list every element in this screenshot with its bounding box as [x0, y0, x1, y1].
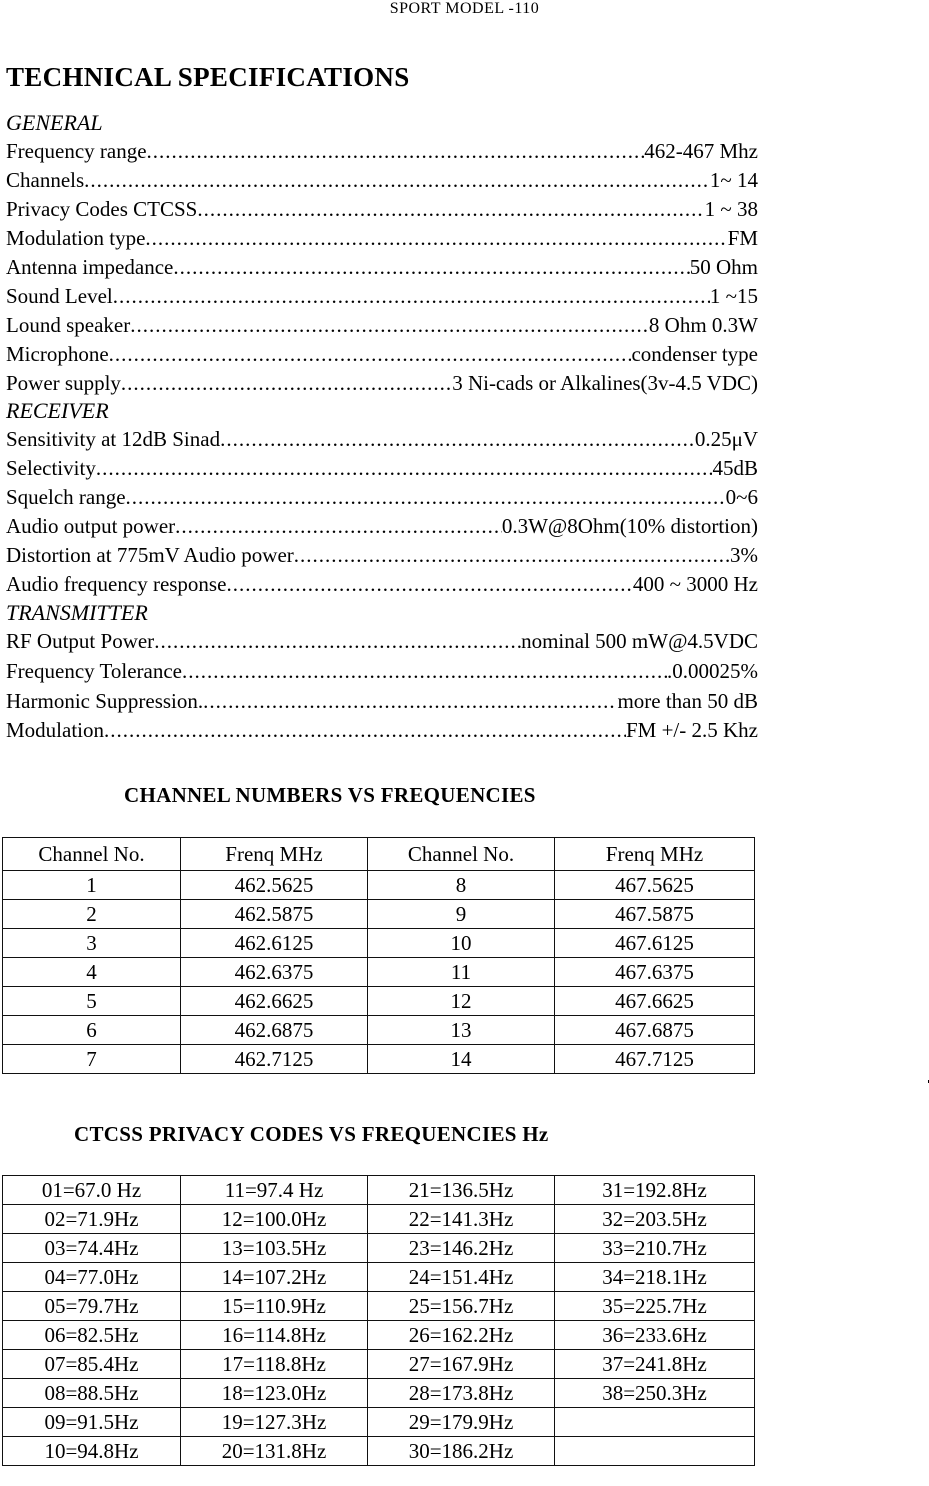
table-cell: 462.6125	[181, 929, 368, 958]
spec-label: Selectivity	[6, 456, 96, 480]
table-row	[3, 1263, 755, 1292]
table-row	[3, 1350, 755, 1379]
dot-leader	[84, 166, 710, 194]
spec-row	[6, 311, 758, 339]
table-cell: 09=91.5Hz	[3, 1408, 181, 1437]
dot-leader	[130, 311, 649, 339]
dot-leader	[113, 282, 710, 310]
spec-label: Sound Level	[6, 284, 113, 308]
table-cell	[555, 1408, 755, 1437]
table-cell: 21=136.5Hz	[368, 1176, 555, 1205]
section-heading-receiver: RECEIVER	[6, 398, 109, 423]
spec-label: Modulation type	[6, 226, 146, 250]
spec-label: Squelch range	[6, 485, 126, 509]
spec-row	[6, 195, 758, 223]
table-row	[3, 1176, 755, 1205]
spec-label: Antenna impedance	[6, 255, 174, 279]
table-cell: 14=107.2Hz	[181, 1263, 368, 1292]
dot-leader	[197, 195, 704, 223]
table-cell: 38=250.3Hz	[555, 1379, 755, 1408]
dot-leader	[182, 657, 667, 685]
spec-value: 50 Ohm	[689, 255, 758, 279]
table-cell: 462.5625	[181, 871, 368, 900]
spec-value: 45dB	[712, 456, 758, 480]
spec-row	[6, 627, 758, 655]
spec-row	[6, 137, 758, 165]
table-row	[3, 1321, 755, 1350]
table-row	[3, 1045, 755, 1074]
table-row	[3, 987, 755, 1016]
spec-row	[6, 454, 758, 482]
spec-value: 3 Ni-cads or Alkalines(3v-4.5 VDC)	[452, 371, 758, 395]
table-cell: 34=218.1Hz	[555, 1263, 755, 1292]
table-row	[3, 958, 755, 987]
spec-label: Channels	[6, 168, 85, 192]
table-cell: 2	[3, 900, 181, 929]
table-cell: 3	[3, 929, 181, 958]
table-cell: 462.6375	[181, 958, 368, 987]
table-cell: 06=82.5Hz	[3, 1321, 181, 1350]
table-cell: 467.6375	[555, 958, 755, 987]
spec-row	[6, 340, 758, 368]
table-cell: 467.7125	[555, 1045, 755, 1074]
spec-value: 400 ~ 3000 Hz	[632, 572, 758, 596]
spec-row	[6, 687, 758, 715]
table-cell: 11=97.4 Hz	[181, 1176, 368, 1205]
table-cell: 14	[368, 1045, 555, 1074]
table-cell: 20=131.8Hz	[181, 1437, 368, 1466]
spec-row	[6, 425, 758, 453]
table-cell: 15=110.9Hz	[181, 1292, 368, 1321]
table-cell: 7	[3, 1045, 181, 1074]
dot-leader	[203, 687, 617, 715]
channel-frequency-table	[2, 837, 755, 1074]
table-row	[3, 1408, 755, 1437]
table-row	[3, 900, 755, 929]
page-title: TECHNICAL SPECIFICATIONS	[6, 62, 410, 92]
spec-value: 1 ~15	[709, 284, 758, 308]
table-row	[3, 929, 755, 958]
spec-label: Audio frequency response	[6, 572, 227, 596]
table-cell: 01=67.0 Hz	[3, 1176, 181, 1205]
table-cell: 22=141.3Hz	[368, 1205, 555, 1234]
dot-leader	[126, 483, 726, 511]
ctcss-table-heading: CTCSS PRIVACY CODES VS FREQUENCIES Hz	[74, 1122, 549, 1146]
dot-leader	[294, 541, 730, 569]
table-row	[3, 1379, 755, 1408]
table-cell: 04=77.0Hz	[3, 1263, 181, 1292]
table-row	[3, 1437, 755, 1466]
table-cell: 28=173.8Hz	[368, 1379, 555, 1408]
section-heading-general: GENERAL	[6, 110, 103, 135]
spec-label: Frequency Tolerance	[6, 659, 182, 683]
spec-label: RF Output Power	[6, 629, 155, 653]
table-cell: 19=127.3Hz	[181, 1408, 368, 1437]
table-cell: 10=94.8Hz	[3, 1437, 181, 1466]
table-row	[3, 1292, 755, 1321]
spec-label: Distortion at 775mV Audio power	[6, 543, 294, 567]
table-cell: 27=167.9Hz	[368, 1350, 555, 1379]
spec-value: FM +/- 2.5 Khz	[625, 718, 758, 742]
spec-value: 0~6	[725, 485, 758, 509]
table-header-row	[3, 838, 755, 871]
table-cell: 23=146.2Hz	[368, 1234, 555, 1263]
table-cell: 462.6875	[181, 1016, 368, 1045]
spec-value: more than 50 dB	[617, 689, 758, 713]
spec-value: FM	[727, 226, 758, 250]
table-cell: 11	[368, 958, 555, 987]
table-cell: 26=162.2Hz	[368, 1321, 555, 1350]
table-cell: 35=225.7Hz	[555, 1292, 755, 1321]
spec-value: 462-467 Mhz	[644, 139, 758, 163]
spec-value: 0.25μV	[694, 427, 758, 451]
table-cell: 1	[3, 871, 181, 900]
dot-leader	[220, 425, 695, 453]
table-cell: 12=100.0Hz	[181, 1205, 368, 1234]
table-cell: 467.6875	[555, 1016, 755, 1045]
spec-value: 0.3W@8Ohm(10% distortion)	[501, 514, 758, 538]
table-row	[3, 1234, 755, 1263]
spec-row	[6, 282, 758, 310]
table-cell: 462.5875	[181, 900, 368, 929]
spec-label: Modulation	[6, 718, 104, 742]
column-header: Channel No.	[368, 838, 555, 871]
spec-value: 1 ~ 38	[704, 197, 758, 221]
dot-leader	[96, 454, 713, 482]
dot-leader	[226, 570, 632, 598]
table-cell: 31=192.8Hz	[555, 1176, 755, 1205]
spec-value: 8 Ohm 0.3W	[648, 313, 758, 337]
table-cell: 17=118.8Hz	[181, 1350, 368, 1379]
ctcss-code-table	[2, 1175, 755, 1466]
column-header: Frenq MHz	[555, 838, 755, 871]
spec-row	[6, 512, 758, 540]
spec-value: nominal 500 mW@4.5VDC	[521, 629, 758, 653]
spec-label: Microphone	[6, 342, 109, 366]
spec-label: Frequency range	[6, 139, 147, 163]
dot-leader	[175, 512, 502, 540]
spec-label: Harmonic Suppression.	[6, 689, 204, 713]
table-cell: 16=114.8Hz	[181, 1321, 368, 1350]
table-cell: 467.6125	[555, 929, 755, 958]
spec-row	[6, 166, 758, 194]
spec-label: Audio output power	[6, 514, 176, 538]
table-cell: 9	[368, 900, 555, 929]
table-cell: 33=210.7Hz	[555, 1234, 755, 1263]
table-cell: 10	[368, 929, 555, 958]
table-cell: 07=85.4Hz	[3, 1350, 181, 1379]
table-cell	[555, 1437, 755, 1466]
column-header: Frenq MHz	[181, 838, 368, 871]
page-header: SPORT MODEL -110	[389, 0, 540, 17]
spec-label: Sensitivity at 12dB Sinad	[6, 427, 221, 451]
table-cell: 467.5875	[555, 900, 755, 929]
spec-row	[6, 570, 758, 598]
spec-row	[6, 541, 758, 569]
table-cell: 03=74.4Hz	[3, 1234, 181, 1263]
table-cell: 8	[368, 871, 555, 900]
channel-table-heading: CHANNEL NUMBERS VS FREQUENCIES	[124, 783, 536, 807]
table-cell: 24=151.4Hz	[368, 1263, 555, 1292]
table-row	[3, 1205, 755, 1234]
table-cell: 4	[3, 958, 181, 987]
spec-row	[6, 369, 758, 397]
table-cell: 36=233.6Hz	[555, 1321, 755, 1350]
table-cell: 467.6625	[555, 987, 755, 1016]
dot-leader	[121, 369, 452, 397]
spec-label: Privacy Codes CTCSS	[6, 197, 198, 221]
dot-leader	[145, 224, 727, 252]
table-cell: 25=156.7Hz	[368, 1292, 555, 1321]
spec-row	[6, 224, 758, 252]
table-cell: 13=103.5Hz	[181, 1234, 368, 1263]
table-cell: 462.6625	[181, 987, 368, 1016]
dot-leader	[154, 627, 521, 655]
spec-row	[6, 483, 758, 511]
table-cell: 5	[3, 987, 181, 1016]
table-cell: 18=123.0Hz	[181, 1379, 368, 1408]
table-cell: 30=186.2Hz	[368, 1437, 555, 1466]
column-header: Channel No.	[3, 838, 181, 871]
spec-label: Lound speaker	[6, 313, 131, 337]
table-cell: 467.5625	[555, 871, 755, 900]
table-cell: 08=88.5Hz	[3, 1379, 181, 1408]
dot-leader	[173, 253, 689, 281]
spec-row	[6, 657, 758, 685]
table-cell: 12	[368, 987, 555, 1016]
spec-value: 3%	[730, 543, 758, 567]
table-cell: 37=241.8Hz	[555, 1350, 755, 1379]
table-cell: 05=79.7Hz	[3, 1292, 181, 1321]
table-cell: 6	[3, 1016, 181, 1045]
table-cell: 02=71.9Hz	[3, 1205, 181, 1234]
table-cell: 13	[368, 1016, 555, 1045]
spec-label: Power supply	[6, 371, 121, 395]
dot-leader	[104, 716, 626, 744]
spec-value: 1~ 14	[709, 168, 758, 192]
table-cell: 32=203.5Hz	[555, 1205, 755, 1234]
table-row	[3, 1016, 755, 1045]
spec-row	[6, 716, 758, 744]
spec-value: condenser type	[631, 342, 758, 366]
dot-leader	[109, 340, 632, 368]
spec-row	[6, 253, 758, 281]
table-cell: 29=179.9Hz	[368, 1408, 555, 1437]
table-cell: 462.7125	[181, 1045, 368, 1074]
section-heading-transmitter: TRANSMITTER	[6, 600, 148, 625]
spec-value: .0.00025%	[667, 659, 758, 683]
table-row	[3, 871, 755, 900]
dot-leader	[147, 137, 645, 165]
